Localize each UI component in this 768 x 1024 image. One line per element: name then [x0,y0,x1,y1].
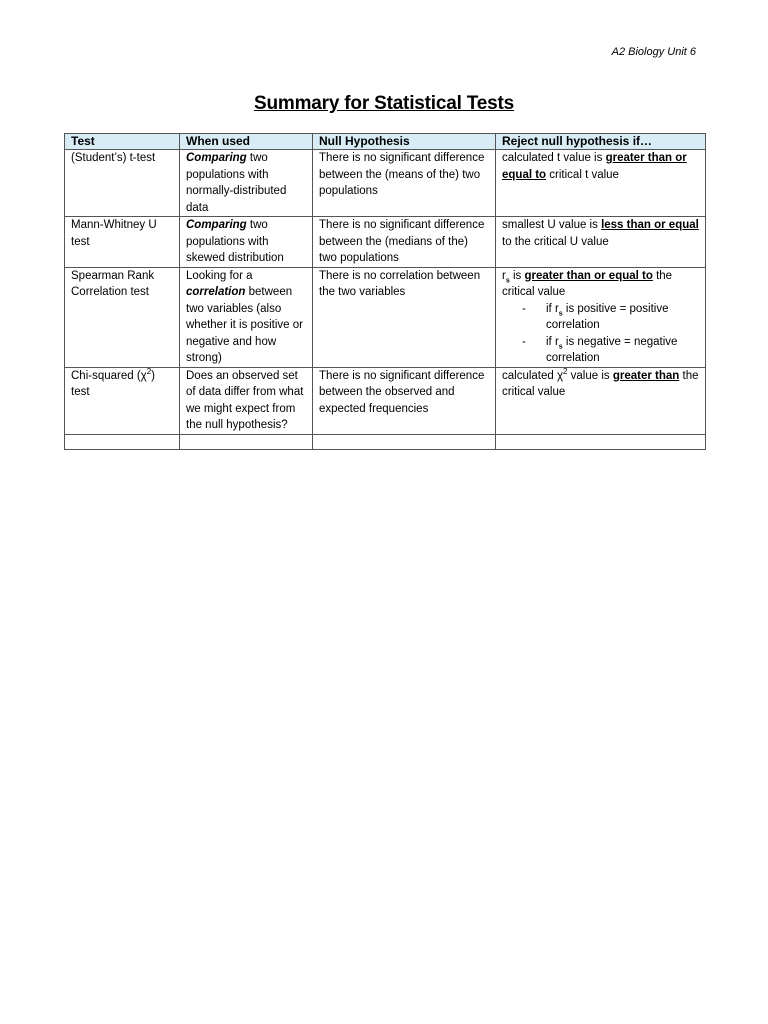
emphasis-text: Comparing [186,152,247,164]
cell-text: the critical value [502,269,673,298]
column-header-when-used: When used [180,134,313,150]
column-header-reject-if: Reject null hypothesis if… [496,134,706,150]
cell-reject-if [496,217,706,268]
cell-text: is negative = negative correlation [546,335,678,364]
emphasis-text: greater than or equal to [502,152,687,181]
cell-test: (Student’s) t-test [65,150,180,217]
empty-cell [313,434,496,449]
page-title: Summary for Statistical Tests [254,93,514,114]
superscript: 2 [146,366,152,376]
cell-text: is positive = positive correlation [546,302,669,331]
symbol-subscript: s [505,276,510,284]
cell-null-hypothesis: There is no significant difference between the (medians of the) two populations [313,217,496,268]
superscript: 2 [563,366,568,376]
table-row-empty [65,434,706,449]
emphasis-text: less than or equal [601,219,699,231]
cell-when-used [180,150,313,217]
statistical-tests-table [64,133,706,450]
cell-text: two populations with normally-distributed data [186,152,287,214]
cell-test [65,367,180,434]
cell-text: to the critical U value [502,235,609,248]
table-row-chi-squared [65,367,706,434]
cell-text: if r [546,302,559,315]
table-row-mann-whitney [65,217,706,268]
dash-marker: - [522,335,526,348]
emphasis-text: Comparing [186,219,247,231]
column-header-test: Test [65,134,180,150]
cell-text: Looking for a [186,269,253,282]
cell-text: value is [567,369,613,382]
empty-cell [496,434,706,449]
unit-label: A2 Biology Unit 6 [611,46,696,58]
cell-when-used: Does an observed set of data differ from what we might expect from the null hypothesis? [180,367,313,434]
cell-text: Chi-squared (χ [71,369,147,382]
cell-text: two populations with skewed distribution [186,219,284,264]
dash-marker: - [522,302,526,315]
list-item [522,334,699,367]
symbol-subscript: s [558,309,563,317]
cell-text: calculated χ [502,369,564,382]
empty-cell [180,434,313,449]
cell-reject-if [496,267,706,367]
cell-when-used [180,267,313,367]
emphasis-text: greater than or equal to [524,269,653,282]
column-header-null-hypothesis: Null Hypothesis [313,134,496,150]
cell-text: smallest U value is [502,219,602,231]
cell-text: is [509,269,525,282]
emphasis-text: greater than [612,369,680,382]
correlation-bullet-list [502,301,699,367]
table-header-row [65,134,706,150]
cell-text: ) test [71,369,156,398]
table-row-spearman [65,267,706,367]
cell-text: if r [546,335,559,348]
list-item [522,301,699,334]
symbol-subscript: s [558,342,563,350]
reject-statement [502,268,699,301]
cell-when-used [180,217,313,268]
emphasis-text: correlation [186,286,246,298]
cell-text: critical t value [546,168,619,181]
cell-text: between two variables (also whether it is positive or negative and how strong) [186,286,303,364]
empty-cell [65,434,180,449]
cell-test: Spearman Rank Correlation test [65,267,180,367]
cell-reject-if [496,367,706,434]
cell-test: Mann-Whitney U test [65,217,180,268]
table-row-t-test [65,150,706,217]
cell-null-hypothesis: There is no significant difference between the (means of the) two populations [313,150,496,217]
cell-text: the critical value [502,369,699,398]
cell-reject-if [496,150,706,217]
symbol-r: r [502,269,506,282]
cell-null-hypothesis: There is no significant difference between the observed and expected frequencies [313,367,496,434]
cell-text: calculated t value is [502,152,606,164]
cell-null-hypothesis: There is no correlation between the two variables [313,267,496,367]
